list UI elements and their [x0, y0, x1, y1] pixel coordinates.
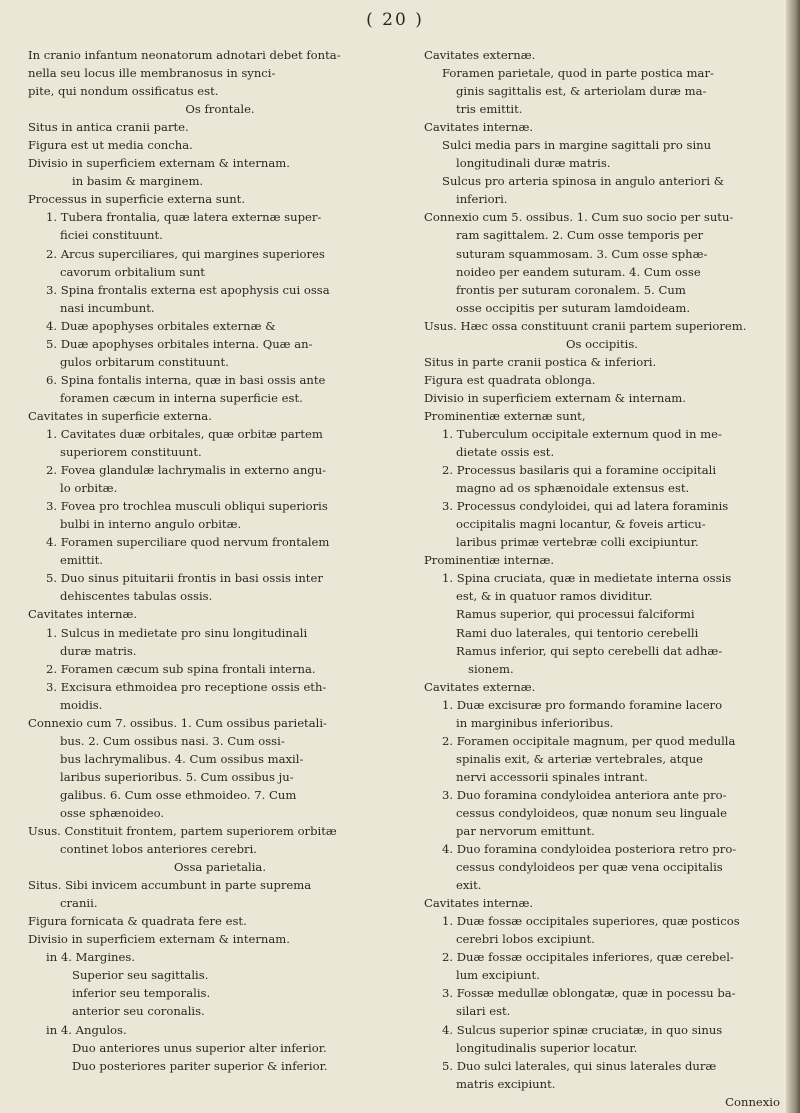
text-line: Situs. Sibi invicem accumbunt in parte suprema [28, 878, 312, 893]
list-item: 2. Foramen occipitale magnum, per quod medulla [442, 733, 736, 748]
text-line: Connexio cum 5. ossibus. 1. Cum suo socio per sutu- [424, 210, 734, 225]
list-item: 2. Fovea glandulæ lachrymalis in externo angu- [46, 463, 327, 478]
list-item: Duo posteriores pariter superior & inferior. [72, 1058, 328, 1073]
text-line: frontis per suturam coronalem. 5. Cum [456, 282, 686, 297]
text-line: laribus superioribus. 5. Cum ossibus ju- [60, 769, 294, 784]
subsection-heading: Cavitates externæ. [424, 48, 536, 62]
list-item: 3. Fovea pro trochlea musculi obliqui superioris [46, 499, 328, 514]
text-line: Usus. Constituit frontem, partem superiorem orbitæ [28, 824, 337, 839]
text-line: cerebri lobos excipiunt. [456, 932, 595, 947]
list-item: 4. Sulcus superior spinæ cruciatæ, in quo sinus [442, 1022, 723, 1037]
list-item: 1. Cavitates duæ orbitales, quæ orbitæ partem [46, 426, 323, 441]
left-text-column [28, 46, 412, 1075]
list-item: 1. Duæ fossæ occipitales superiores, quæ posticos [442, 914, 740, 929]
list-item: 6. Spina fontalis interna, quæ in basi ossis ante [46, 372, 326, 387]
list-item: 5. Duæ apophyses orbitales interna. Quæ an- [46, 336, 313, 351]
text-line: Figura est ut media concha. [28, 138, 193, 153]
text-line: Figura fornicata & quadrata fere est. [28, 914, 247, 929]
text-line: osse sphænoideo. [60, 805, 165, 820]
list-item: 4. Foramen superciliare quod nervum frontalem [46, 535, 330, 550]
text-line: dehiscentes tabulas ossis. [60, 589, 213, 604]
text-line: noideo per eandem suturam. 4. Cum osse [456, 264, 701, 279]
page-number-header: ( 20 ) [366, 10, 424, 30]
list-item: 1. Duæ excisuræ pro formando foramine lacero [442, 697, 723, 712]
text-line: in marginibus inferioribus. [456, 715, 614, 730]
text-line: continet lobos anteriores cerebri. [60, 842, 257, 857]
list-item: 4. Duæ apophyses orbitales externæ & [46, 318, 276, 333]
text-line: inferiori. [456, 192, 508, 207]
text-line: in basim & marginem. [72, 174, 204, 189]
list-item: 1. Spina cruciata, quæ in medietate interna ossis [442, 571, 732, 586]
text-line: matris excipiunt. [456, 1076, 556, 1091]
list-item: 5. Duo sinus pituitarii frontis in basi ossis inter [46, 571, 323, 586]
section-heading: Ossa parietalia. [173, 860, 267, 875]
list-item: 3. Fossæ medullæ oblongatæ, quæ in pocessu ba- [442, 986, 736, 1001]
text-line: cessus condyloideos, quæ nonum seu linguale [456, 805, 727, 820]
text-line: spinalis exit, & arteriæ vertebrales, atque [456, 751, 704, 766]
text-line: sionem. [468, 661, 514, 676]
text-line: in 4. Angulos. [46, 1022, 127, 1037]
list-item: 1. Tuberculum occipitale externum quod in me- [442, 426, 722, 441]
list-item: 2. Foramen cæcum sub spina frontali interna. [46, 661, 316, 676]
text-line: Situs in parte cranii postica & inferiori. [424, 354, 657, 369]
text-line: ficiei constituunt. [60, 228, 163, 243]
list-item: 3. Duo foramina condyloidea anteriora ante pro- [442, 787, 727, 802]
text-line: occipitalis magni locantur, & foveis articu- [456, 517, 706, 532]
text-line: magno ad os sphænoidale extensus est. [456, 481, 690, 496]
text-line: in 4. Margines. [46, 950, 136, 965]
text-line: dietate ossis est. [456, 445, 555, 460]
text-line: Sulci media pars in margine sagittali pro sinu [442, 138, 712, 153]
list-item: 2. Arcus superciliares, qui margines superiores [46, 246, 325, 261]
subsection-heading: Cavitates internæ. [28, 607, 138, 622]
text-line: Connexio cum 7. ossibus. 1. Cum ossibus parietali- [28, 715, 327, 730]
text-line: bus. 2. Cum ossibus nasi. 3. Cum ossi- [60, 733, 285, 748]
text-line: laribus primæ vertebræ colli excipiuntur. [456, 535, 699, 550]
text-line: Processus in superficie externa sunt. [28, 192, 246, 207]
catchword: Connexio [725, 1094, 780, 1109]
text-line: Ramus inferior, qui septo cerebelli dat adhæ- [456, 643, 723, 658]
subsection-heading: Cavitates internæ. [424, 896, 534, 911]
list-item: anterior seu coronalis. [72, 1004, 205, 1019]
text-line: Divisio in superficiem externam & internam. [424, 390, 686, 405]
text-line: emittit. [60, 553, 103, 568]
text-line: cavorum orbitalium sunt [60, 264, 205, 279]
text-line: galibus. 6. Cum osse ethmoideo. 7. Cum [60, 787, 297, 802]
text-line: In cranio infantum neonatorum adnotari debet fonta- [28, 48, 341, 62]
text-line: suturam squammosam. 3. Cum osse sphæ- [456, 246, 708, 261]
section-heading: Os frontale. [185, 102, 255, 117]
text-line: Situs in antica cranii parte. [28, 120, 189, 135]
text-line: silari est. [456, 1004, 511, 1019]
list-item: Superior seu sagittalis. [72, 968, 209, 983]
text-line: Rami duo laterales, qui tentorio cerebelli [456, 625, 699, 640]
subsection-heading: Cavitates internæ. [424, 120, 534, 135]
text-line: bus lachrymalibus. 4. Cum ossibus maxil- [60, 751, 304, 766]
list-item: 2. Duæ fossæ occipitales inferiores, quæ cerebel- [442, 950, 734, 965]
text-line: gulos orbitarum constituunt. [60, 354, 229, 369]
subsection-heading: Cavitates in superficie externa. [28, 408, 212, 423]
text-line: bulbi in interno angulo orbitæ. [60, 517, 242, 532]
page-binding-edge [786, 0, 800, 1113]
text-line: exit. [456, 878, 482, 893]
subsection-heading: Prominentiæ internæ. [424, 553, 555, 568]
list-item: 5. Duo sulci laterales, qui sinus laterales duræ [442, 1058, 717, 1073]
text-line: Foramen parietale, quod in parte postica mar- [442, 66, 714, 81]
text-line: duræ matris. [60, 643, 137, 658]
right-text-column [424, 46, 780, 1111]
text-line: lo orbitæ. [60, 481, 118, 496]
list-item: 3. Processus condyloidei, qui ad latera foraminis [442, 499, 729, 514]
text-line: Usus. Hæc ossa constituunt cranii partem superiorem. [424, 318, 747, 333]
text-line: Prominentiæ externæ sunt, [424, 408, 586, 423]
text-line: ginis sagittalis est, & arteriolam duræ ma- [456, 84, 707, 99]
text-line: pite, qui nondum ossificatus est. [28, 84, 219, 99]
text-line: cranii. [60, 896, 98, 911]
section-heading: Os occipitis. [566, 336, 638, 351]
list-item: 2. Processus basilaris qui a foramine occipitali [442, 463, 717, 478]
list-item: 3. Excisura ethmoidea pro receptione ossis eth- [46, 679, 327, 694]
text-line: Divisio in superficiem externam & internam. [28, 156, 290, 171]
text-line: Divisio in superficiem externam & internam. [28, 932, 290, 947]
text-line: nervi accessorii spinales intrant. [456, 769, 648, 784]
list-item: 4. Duo foramina condyloidea posteriora retro pro- [442, 842, 737, 857]
text-line: longitudinali duræ matris. [456, 156, 611, 171]
text-line: par nervorum emittunt. [456, 824, 595, 839]
text-line: Sulcus pro arteria spinosa in angulo anteriori & [442, 174, 725, 189]
text-line: lum excipiunt. [456, 968, 540, 983]
text-line: cessus condyloideos per quæ vena occipitalis [456, 860, 723, 875]
text-line: nella seu locus ille membranosus in synci- [28, 66, 276, 81]
text-line: nasi incumbunt. [60, 300, 155, 315]
text-line: tris emittit. [456, 102, 523, 117]
text-line: osse occipitis per suturam lamdoideam. [456, 300, 691, 315]
text-line: longitudinalis superior locatur. [456, 1040, 638, 1055]
list-item: 3. Spina frontalis externa est apophysis cui ossa [46, 282, 330, 297]
list-item: inferior seu temporalis. [72, 986, 211, 1001]
text-line: Ramus superior, qui processui falciformi [456, 607, 695, 622]
list-item: Duo anteriores unus superior alter inferior. [72, 1040, 327, 1055]
text-line: moidis. [60, 697, 103, 712]
subsection-heading: Cavitates externæ. [424, 679, 536, 694]
text-line: ram sagittalem. 2. Cum osse temporis per [456, 228, 704, 243]
list-item: 1. Tubera frontalia, quæ latera externæ super- [46, 210, 322, 225]
list-item: 1. Sulcus in medietate pro sinu longitudinali [46, 625, 308, 640]
text-line: superiorem constituunt. [60, 445, 202, 460]
text-line: foramen cæcum in interna superficie est. [60, 390, 303, 405]
text-line: Figura est quadrata oblonga. [424, 372, 596, 387]
text-line: est, & in quatuor ramos dividitur. [456, 589, 653, 604]
